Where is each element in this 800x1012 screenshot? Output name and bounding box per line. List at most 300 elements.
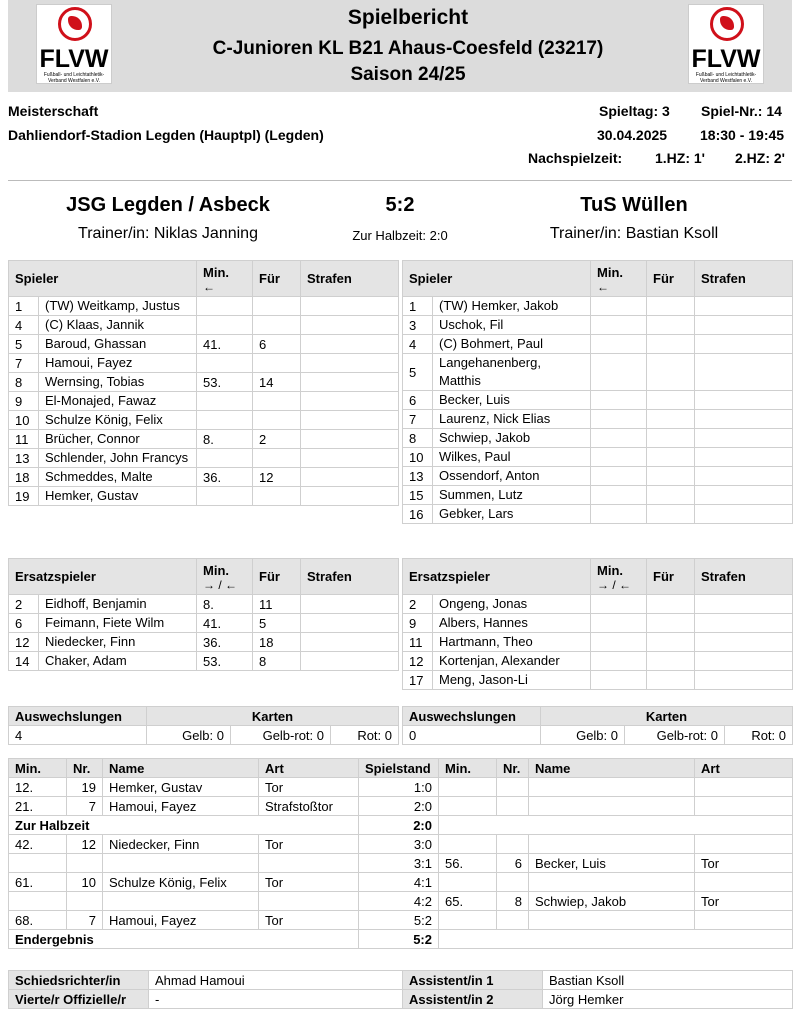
away-event-number [497, 911, 529, 930]
home-event-type [259, 854, 359, 873]
player-minute [591, 297, 647, 316]
player-penalties [301, 652, 399, 671]
player-penalties [695, 410, 793, 429]
home-event-player: Hamoui, Fayez [103, 797, 259, 816]
player-number: 19 [9, 487, 39, 506]
player-name: Wernsing, Tobias [39, 373, 197, 392]
player-penalties [695, 354, 793, 391]
player-number: 6 [9, 614, 39, 633]
player-minute: 41. [197, 335, 253, 354]
player-number: 8 [9, 373, 39, 392]
player-name: (C) Klaas, Jannik [39, 316, 197, 335]
player-row [9, 614, 399, 633]
away-event-player: Schwiep, Jakob [529, 892, 695, 911]
divider [8, 180, 792, 181]
player-name: Kortenjan, Alexander [433, 652, 591, 671]
player-row [403, 410, 793, 429]
event-score: 3:1 [359, 854, 439, 873]
cards-header: Karten [147, 707, 399, 726]
penalties-header: Strafen [301, 261, 399, 297]
player-for [647, 410, 695, 429]
home-coach: Trainer/in: Niklas Janning [78, 225, 258, 242]
season-title: Saison 24/25 [350, 64, 466, 85]
home-event-player: Schulze König, Felix [103, 873, 259, 892]
player-for [253, 411, 301, 430]
player-minute: 36. [197, 633, 253, 652]
home-event-player: Hamoui, Fayez [103, 911, 259, 930]
home-event-type: Strafstoßtor [259, 797, 359, 816]
assistant1-label: Assistent/in 1 [403, 971, 543, 990]
player-for: 5 [253, 614, 301, 633]
away-event-minute [439, 873, 497, 892]
player-row [9, 595, 399, 614]
away-event-minute: 56. [439, 854, 497, 873]
player-for [647, 354, 695, 391]
away-yellow: Gelb: 0 [541, 726, 625, 745]
player-name: Schmeddes, Malte [39, 468, 197, 487]
event-nr-header: Nr. [67, 759, 103, 778]
home-event-minute [9, 854, 67, 873]
player-penalties [301, 595, 399, 614]
extra-time-h2: 2.HZ: 2' [735, 150, 786, 166]
player-name: Feimann, Fiete Wilm [39, 614, 197, 633]
event-score: 2:0 [359, 797, 439, 816]
player-penalties [695, 297, 793, 316]
home-yellow: Gelb: 0 [147, 726, 231, 745]
player-penalties [301, 430, 399, 449]
home-event-type: Tor [259, 873, 359, 892]
player-penalties [301, 297, 399, 316]
player-number: 16 [403, 505, 433, 524]
logo-text: FLVW [39, 45, 109, 73]
page-title: Spielbericht [347, 6, 469, 29]
player-minute: 53. [197, 373, 253, 392]
match-events-table [8, 758, 793, 949]
player-penalties [301, 316, 399, 335]
player-minute [197, 449, 253, 468]
event-score: 4:2 [359, 892, 439, 911]
event-row [9, 911, 793, 930]
away-event-player [529, 778, 695, 797]
minute-header [591, 261, 647, 297]
player-name: Uschok, Fil [433, 316, 591, 335]
player-for [647, 429, 695, 448]
player-for: 14 [253, 373, 301, 392]
logo-text: FLVW [691, 45, 761, 73]
player-for [647, 335, 695, 354]
player-penalties [301, 354, 399, 373]
referee-label: Schiedsrichter/in [9, 971, 149, 990]
minute-header [197, 261, 253, 297]
player-number: 2 [403, 595, 433, 614]
home-event-number: 7 [67, 797, 103, 816]
home-event-number: 7 [67, 911, 103, 930]
player-for [253, 354, 301, 373]
player-number: 11 [403, 633, 433, 652]
player-for [253, 297, 301, 316]
match-time: 18:30 - 19:45 [700, 127, 785, 143]
player-for: 6 [253, 335, 301, 354]
player-number: 14 [9, 652, 39, 671]
away-event-number [497, 835, 529, 854]
player-number: 1 [403, 297, 433, 316]
extra-time-label: Nachspielzeit: [528, 150, 623, 166]
player-for [647, 652, 695, 671]
player-minute [591, 614, 647, 633]
away-event-number [497, 778, 529, 797]
event-score: 2:0 [359, 816, 439, 835]
player-number: 12 [403, 652, 433, 671]
flvw-logo-right [688, 4, 764, 84]
event-nr-header: Nr. [497, 759, 529, 778]
assistant2-name: Jörg Hemker [543, 990, 793, 1009]
away-event-type: Tor [695, 892, 793, 911]
home-sub-count: 4 [9, 726, 147, 745]
player-number: 8 [403, 429, 433, 448]
event-score: 1:0 [359, 778, 439, 797]
player-penalties [301, 633, 399, 652]
player-row [9, 316, 399, 335]
away-event-player [529, 835, 695, 854]
player-name: Schlender, John Francys [39, 449, 197, 468]
home-event-number: 12 [67, 835, 103, 854]
event-type-header: Art [259, 759, 359, 778]
away-event-type [695, 911, 793, 930]
player-header: Ersatzspieler [9, 559, 197, 595]
player-number: 6 [403, 391, 433, 410]
minute-label: Min. [597, 563, 623, 578]
player-for [253, 392, 301, 411]
home-event-minute: 21. [9, 797, 67, 816]
player-minute [197, 392, 253, 411]
player-for [253, 316, 301, 335]
player-for [647, 614, 695, 633]
home-subs-table [8, 558, 399, 671]
home-yellowred: Gelb-rot: 0 [231, 726, 331, 745]
player-row [9, 449, 399, 468]
player-penalties [695, 505, 793, 524]
player-for: 2 [253, 430, 301, 449]
player-number: 2 [9, 595, 39, 614]
player-number: 13 [403, 467, 433, 486]
away-lineup-table [402, 260, 793, 524]
player-penalties [695, 671, 793, 690]
away-event-number [497, 873, 529, 892]
home-lineup-table [8, 260, 399, 506]
fourth-official-name: - [149, 990, 403, 1009]
away-event-type [695, 873, 793, 892]
player-penalties [301, 449, 399, 468]
player-row [403, 614, 793, 633]
player-minute [591, 448, 647, 467]
player-row [403, 391, 793, 410]
home-event-minute: 12. [9, 778, 67, 797]
event-row [9, 835, 793, 854]
home-event-number: 10 [67, 873, 103, 892]
away-event-player [529, 797, 695, 816]
player-minute [591, 316, 647, 335]
player-row [403, 633, 793, 652]
final-label: Endergebnis [9, 930, 359, 949]
player-name: Ongeng, Jonas [433, 595, 591, 614]
away-sub-count: 0 [403, 726, 541, 745]
home-team: JSG Legden / Asbeck [66, 194, 270, 216]
player-row [9, 652, 399, 671]
away-event-type [695, 797, 793, 816]
player-minute [197, 487, 253, 506]
away-event-type [695, 835, 793, 854]
home-event-player: Niedecker, Finn [103, 835, 259, 854]
player-row [9, 430, 399, 449]
player-for [647, 391, 695, 410]
player-penalties [695, 335, 793, 354]
player-header: Spieler [9, 261, 197, 297]
penalties-header: Strafen [301, 559, 399, 595]
player-name: Eidhoff, Benjamin [39, 595, 197, 614]
player-name: Wilkes, Paul [433, 448, 591, 467]
logo-subtext: Fußball- und Leichtathletik-Verband Westfalen e.V. [695, 72, 757, 84]
player-name: Hamoui, Fayez [39, 354, 197, 373]
player-number: 15 [403, 486, 433, 505]
event-row [9, 778, 793, 797]
for-header: Für [253, 559, 301, 595]
home-event-minute: 42. [9, 835, 67, 854]
event-row [9, 873, 793, 892]
home-event-minute: 68. [9, 911, 67, 930]
player-number: 18 [9, 468, 39, 487]
away-red: Rot: 0 [725, 726, 793, 745]
sub-arrow-icon: → / ← [203, 578, 238, 592]
player-for [647, 633, 695, 652]
player-number: 4 [403, 335, 433, 354]
minute-header [591, 559, 647, 595]
player-for [253, 487, 301, 506]
home-red: Rot: 0 [331, 726, 399, 745]
away-team: TuS Wüllen [580, 194, 688, 216]
player-row [9, 633, 399, 652]
player-for [647, 486, 695, 505]
player-minute [591, 652, 647, 671]
event-name-header: Name [103, 759, 259, 778]
player-row [403, 448, 793, 467]
horse-emblem-icon [58, 7, 92, 41]
event-score: 5:2 [359, 930, 439, 949]
away-stats-table [402, 706, 793, 745]
final-score: 5:2 [385, 194, 415, 216]
player-number: 13 [9, 449, 39, 468]
player-row [403, 467, 793, 486]
minute-label: Min. [203, 563, 229, 578]
away-event-minute [439, 911, 497, 930]
player-minute: 53. [197, 652, 253, 671]
substitutions-header: Auswechslungen [9, 707, 147, 726]
player-header: Ersatzspieler [403, 559, 591, 595]
matchday: Spieltag: 3 [599, 103, 670, 119]
away-event-number: 8 [497, 892, 529, 911]
player-number: 10 [403, 448, 433, 467]
player-for [647, 505, 695, 524]
away-event-minute [439, 797, 497, 816]
league-title: C-Junioren KL B21 Ahaus-Coesfeld (23217) [212, 38, 604, 59]
player-row [403, 652, 793, 671]
player-number: 11 [9, 430, 39, 449]
player-minute: 8. [197, 430, 253, 449]
player-number: 5 [403, 354, 433, 391]
player-for [647, 595, 695, 614]
player-minute [591, 354, 647, 391]
player-minute [197, 354, 253, 373]
player-number: 10 [9, 411, 39, 430]
player-row [403, 595, 793, 614]
player-name: Gebker, Lars [433, 505, 591, 524]
player-penalties [695, 448, 793, 467]
player-penalties [695, 595, 793, 614]
cards-header: Karten [541, 707, 793, 726]
event-score: 3:0 [359, 835, 439, 854]
competition: Meisterschaft [8, 103, 99, 119]
player-number: 7 [9, 354, 39, 373]
event-row [9, 892, 793, 911]
player-for: 11 [253, 595, 301, 614]
player-minute: 36. [197, 468, 253, 487]
event-min-header: Min. [9, 759, 67, 778]
home-event-number [67, 892, 103, 911]
player-penalties [301, 373, 399, 392]
player-for [647, 671, 695, 690]
player-name: Laurenz, Nick Elias [433, 410, 591, 429]
home-event-player: Hemker, Gustav [103, 778, 259, 797]
player-row [9, 354, 399, 373]
player-name: Niedecker, Finn [39, 633, 197, 652]
minute-label: Min. [203, 265, 230, 280]
event-type-header: Art [695, 759, 793, 778]
player-row [9, 335, 399, 354]
player-penalties [695, 316, 793, 335]
sub-arrow-icon: → / ← [597, 578, 632, 592]
event-row [9, 854, 793, 873]
player-row [403, 671, 793, 690]
sub-arrow-icon: ← [597, 280, 610, 294]
player-minute [591, 671, 647, 690]
home-event-number: 19 [67, 778, 103, 797]
event-score: 5:2 [359, 911, 439, 930]
home-stats-table [8, 706, 399, 745]
player-minute [591, 505, 647, 524]
player-name: (TW) Hemker, Jakob [433, 297, 591, 316]
logo-subtext: Fußball- und Leichtathletik-Verband Westfalen e.V. [43, 72, 105, 84]
flvw-logo-left [36, 4, 112, 84]
away-event-minute [439, 835, 497, 854]
player-penalties [301, 392, 399, 411]
player-number: 9 [403, 614, 433, 633]
away-event-type: Tor [695, 854, 793, 873]
player-minute: 8. [197, 595, 253, 614]
penalties-header: Strafen [695, 559, 793, 595]
report-header [8, 0, 792, 92]
home-event-type: Tor [259, 778, 359, 797]
player-name: (C) Bohmert, Paul [433, 335, 591, 354]
penalties-header: Strafen [695, 261, 793, 297]
player-minute [197, 297, 253, 316]
player-penalties [695, 633, 793, 652]
player-for [647, 297, 695, 316]
player-name: Brücher, Connor [39, 430, 197, 449]
player-for [253, 449, 301, 468]
sub-arrow-icon: ← [203, 280, 216, 294]
fourth-official-label: Vierte/r Offizielle/r [9, 990, 149, 1009]
player-number: 12 [9, 633, 39, 652]
home-event-number [67, 854, 103, 873]
player-for: 18 [253, 633, 301, 652]
player-name: Hemker, Gustav [39, 487, 197, 506]
player-name: (TW) Weitkamp, Justus [39, 297, 197, 316]
player-number: 1 [9, 297, 39, 316]
player-row [9, 411, 399, 430]
officials-table [8, 970, 793, 1009]
referee-name: Ahmad Hamoui [149, 971, 403, 990]
extra-time-h1: 1.HZ: 1' [655, 150, 706, 166]
player-row [9, 392, 399, 411]
player-minute [591, 429, 647, 448]
away-event-player [529, 873, 695, 892]
venue: Dahliendorf-Stadion Legden (Hauptpl) (Legden) [8, 127, 324, 143]
player-number: 9 [9, 392, 39, 411]
player-row [403, 335, 793, 354]
event-blank [439, 816, 793, 835]
player-minute [197, 411, 253, 430]
player-name: Schwiep, Jakob [433, 429, 591, 448]
substitutions-header: Auswechslungen [403, 707, 541, 726]
away-event-number: 6 [497, 854, 529, 873]
away-event-minute [439, 778, 497, 797]
player-number: 3 [403, 316, 433, 335]
player-minute [591, 335, 647, 354]
player-row [403, 429, 793, 448]
player-row [9, 468, 399, 487]
player-for [647, 448, 695, 467]
away-event-type [695, 778, 793, 797]
player-minute: 41. [197, 614, 253, 633]
player-for: 12 [253, 468, 301, 487]
away-event-number [497, 797, 529, 816]
player-minute [591, 633, 647, 652]
player-penalties [301, 468, 399, 487]
away-coach: Trainer/in: Bastian Ksoll [549, 225, 719, 242]
for-header: Für [253, 261, 301, 297]
player-number: 7 [403, 410, 433, 429]
home-event-player [103, 892, 259, 911]
player-name: El-Monajed, Fawaz [39, 392, 197, 411]
player-row [9, 373, 399, 392]
player-for: 8 [253, 652, 301, 671]
home-event-minute [9, 892, 67, 911]
player-name: Meng, Jason-Li [433, 671, 591, 690]
halftime-score: Zur Halbzeit: 2:0 [352, 228, 448, 243]
minute-label: Min. [597, 265, 624, 280]
event-blank [439, 930, 793, 949]
horse-emblem-icon [710, 7, 744, 41]
player-row [403, 316, 793, 335]
player-penalties [695, 652, 793, 671]
player-penalties [695, 391, 793, 410]
away-event-player [529, 911, 695, 930]
player-penalties [301, 487, 399, 506]
player-name: Becker, Luis [433, 391, 591, 410]
player-minute [197, 316, 253, 335]
player-penalties [695, 467, 793, 486]
player-name: Chaker, Adam [39, 652, 197, 671]
away-subs-table [402, 558, 793, 690]
